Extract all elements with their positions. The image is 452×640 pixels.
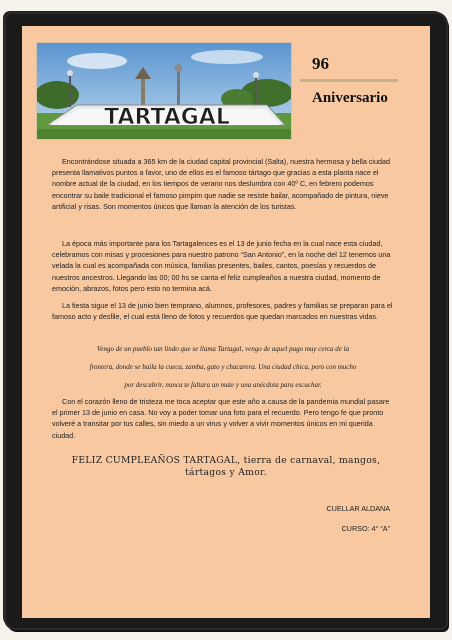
paragraph-4-text: Con el corazón lleno de tristeza me toca aceptar que este año a causa de la pandemia mundial pasare el primer 13 de junio en casa. No voy a poder tomar una foto para el recuerdo. Pero tengo fe que pronto volveré a transitar por tus calles, sin miedo a un virus y volver a vivir momentos únicos en mi querida ciudad. — [52, 397, 390, 440]
author-course: CURSO: 4° “A” — [341, 524, 390, 533]
paragraph-2-text: La época más importante para los Tartagalences es el 13 de junio fecha en la cual nace esta ciudad, celebramos con misas y procesiones para nuestro patrono “San Antonio”, en la noche del 12 tenemos una velada la cual es acompañada con música, familias presentes, bailes, cantos, poesías y recuerdos de nuestros ancestros. Llegando las 00; 00 hs se canta el feliz cumpleaños a nuestra ciudad, momento de emoción, abrazos, fotos pero esto no termina acá. — [52, 239, 391, 293]
paragraph-4 — [52, 396, 394, 441]
paragraph-3 — [52, 300, 394, 322]
title-rule — [300, 79, 398, 82]
verse-line-2: frontera, donde se baila la cueca, zamba, gato y chacarera. Una ciudad chica, pero con mucho — [89, 363, 357, 371]
anniversary-title: Aniversario — [312, 90, 388, 106]
birthday-greeting: FELIZ CUMPLEAÑOS TARTAGAL, tierra de carnaval, mangos, tártagos y Amor. — [71, 455, 381, 478]
verse-line-3: por descubrir, nunca te faltara un mate y una anécdota para escuchar. — [124, 381, 322, 389]
paragraph-1 — [52, 156, 394, 212]
author-name: CUELLAR ALDANA — [326, 504, 390, 513]
paragraph-2 — [52, 238, 394, 294]
verse-line-1: Vengo de un pueblo tan lindo que se llama Tartagal, vengo de aquel pago muy cerca de la — [96, 345, 350, 353]
paragraph-3-text: La fiesta sigue el 13 de junio bien temprano, alumnos, profesores, padres y familias se preparan para el famoso acto y desfile, el cual está lleno de fotos y recuerdos que quedan marcados en nuestras vidas. — [52, 301, 393, 322]
tartagal-sign-illustration — [37, 43, 291, 139]
photo-sign-text: TARTAGAL — [104, 105, 230, 130]
anniversary-number: 96 — [312, 54, 329, 73]
tartagal-sign-photo — [36, 42, 292, 140]
paragraph-1-text: Encontrándose situada a 365 km de la ciudad capital provincial (Salta), nuestra hermosa y bella ciudad presenta llamativos puntos a favor, uno de ellos es el famoso tártago que gracias a esta planta nace el nombre actual de la ciudad, en los tiempos de verano nos deslumbra con 40º C, en febrero podemos encontrar su baile tradicional el famoso pimpim que nadie se resiste bailar, acompañado de pintura, nieve artificial y risas. Son momentos únicos que llaman la atención de los turistas. — [52, 157, 391, 211]
